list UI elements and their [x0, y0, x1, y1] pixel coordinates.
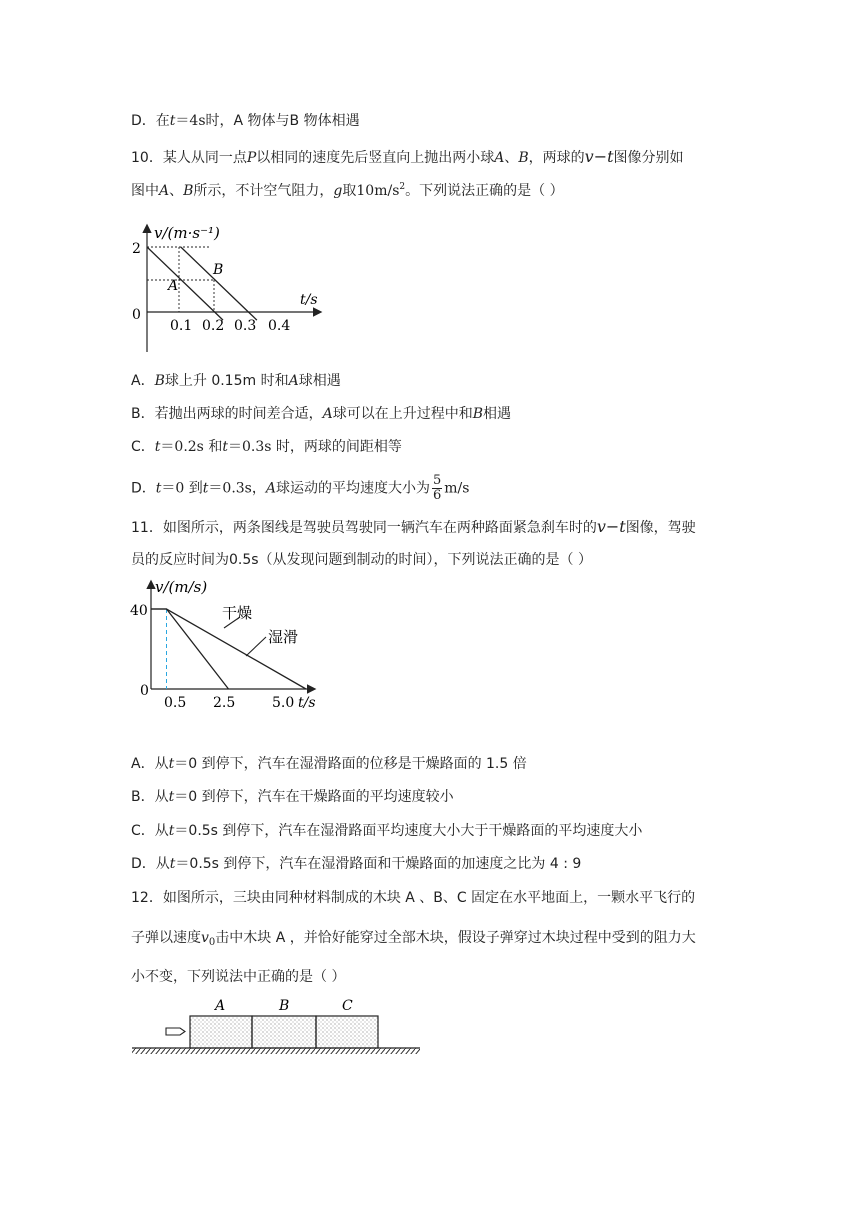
series-dry-label: 干燥 — [222, 604, 253, 622]
block-b — [252, 1016, 316, 1048]
text: ，两球的 — [528, 150, 585, 166]
q11-option-d[interactable] — [131, 854, 581, 874]
var-v: v — [201, 930, 209, 946]
y-tick-40: 40 — [130, 603, 148, 619]
text: 相遇 — [483, 406, 512, 422]
y-tick-0: 0 — [140, 683, 149, 699]
var-p: P — [246, 150, 257, 166]
q12-stem-line3 — [131, 967, 345, 987]
value: ＝4s — [175, 113, 206, 129]
var-a: A — [322, 406, 333, 422]
q12-blocks-figure — [130, 995, 424, 1057]
q10-option-c[interactable] — [131, 437, 402, 457]
x-tick-0.1: 0.1 — [170, 318, 193, 334]
x-tick-2.5: 2.5 — [213, 695, 236, 711]
var-b: B — [472, 406, 484, 422]
var-t: t — [169, 856, 176, 872]
var-g: g — [333, 183, 343, 199]
text: ＝0 到停下，汽车在干燥路面的平均速度较小 — [174, 789, 454, 805]
x-tick-0.4: 0.4 — [268, 318, 291, 334]
text: 10．某人从同一点 — [131, 150, 247, 166]
text: A． — [131, 373, 155, 389]
x-axis-label: t/s — [298, 695, 316, 711]
text: ＝0.5s 到停下，汽车在湿滑路面和干燥路面的加速度之比为 4 : 9 — [175, 856, 582, 872]
text: 、 — [169, 183, 184, 199]
text: 击中木块 A ，并恰好能穿过全部木块，假设子弹穿过木块过程中受到的阻力大 — [215, 930, 696, 946]
var-t: t — [222, 439, 228, 455]
q10-stem-line1 — [131, 147, 684, 168]
text: 取10m/s — [342, 183, 400, 199]
text: ＝0.5s 到停下，汽车在湿滑路面平均速度大小大于干燥路面的平均速度大小 — [174, 823, 643, 839]
text: 图像分别如 — [613, 150, 684, 166]
y-axis-label: v/(m·s⁻¹) — [154, 224, 220, 242]
x-tick-0.5: 0.5 — [164, 695, 187, 711]
q11-vt-chart — [128, 578, 328, 712]
q12-stem-line1 — [131, 888, 695, 908]
q11-option-a[interactable] — [131, 754, 527, 774]
series-a-label: A — [168, 278, 179, 294]
text: ＝0.3s， — [208, 480, 266, 497]
text: D．从 — [131, 856, 170, 872]
text: ＝0 到停下，汽车在湿滑路面的位移是干燥路面的 1.5 倍 — [174, 756, 527, 772]
text: 图中 — [131, 183, 159, 199]
bullet-icon — [166, 1028, 185, 1035]
y-tick-0: 0 — [132, 307, 141, 323]
q10-stem-line2 — [131, 181, 564, 201]
text: 以相同的速度先后竖直向上抛出两小球 — [256, 150, 495, 166]
fraction — [432, 474, 442, 503]
q10-option-d[interactable] — [131, 474, 469, 503]
block-c-label: C — [342, 998, 353, 1014]
numerator: 5 — [433, 473, 442, 488]
text: 图像，驾驶 — [625, 520, 696, 536]
var-t: t — [168, 823, 175, 839]
text: B．若抛出两球的时间差合适， — [131, 406, 323, 422]
var-vt: v−t — [596, 517, 626, 536]
text: D．在 — [131, 113, 170, 129]
text: 员的反应时间为0.5s（从发现问题到制动的时间），下列说法正确的是（ ） — [131, 552, 593, 568]
block-a-label: A — [215, 998, 226, 1014]
text: 、 — [504, 150, 519, 166]
q12-stem-line2 — [131, 928, 696, 948]
series-b-line — [181, 247, 257, 320]
block-a — [190, 1016, 252, 1048]
var-t: t — [169, 113, 176, 129]
x-tick-0.3: 0.3 — [234, 318, 257, 334]
text: 。下列说法正确的是（ ） — [405, 183, 564, 199]
series-a-line — [147, 247, 223, 320]
q9-option-d — [131, 111, 360, 131]
text: 子弹以速度 — [131, 930, 201, 946]
text: ＝0.2s 和 — [160, 439, 223, 455]
q10-option-a[interactable] — [131, 371, 341, 391]
exponent: 2 — [399, 182, 406, 192]
q10-option-b[interactable] — [131, 404, 511, 424]
text: B．从 — [131, 789, 169, 805]
q11-option-c[interactable] — [131, 821, 642, 841]
var-t: t — [202, 480, 209, 497]
text: 12．如图所示，三块由同种材料制成的木块 A 、B、C 固定在水平地面上，一颗水平飞行的 — [131, 890, 696, 906]
block-c — [316, 1016, 378, 1048]
text: 球运动的平均速度大小为 — [276, 480, 430, 497]
q11-option-b[interactable] — [131, 787, 454, 807]
var-t: t — [154, 439, 161, 455]
q10-vt-chart — [128, 218, 328, 354]
x-tick-5.0: 5.0 — [272, 695, 295, 711]
text: 球相遇 — [298, 373, 341, 389]
series-b-label: B — [213, 262, 224, 278]
text: D． — [131, 480, 156, 497]
text: C．从 — [131, 823, 169, 839]
x-tick-0.2: 0.2 — [202, 318, 225, 334]
var-b: B — [183, 183, 194, 199]
var-t: t — [155, 480, 162, 497]
text: C． — [131, 439, 155, 455]
text: A．从 — [131, 756, 169, 772]
var-a: A — [159, 183, 170, 199]
unit: m/s — [444, 480, 470, 497]
var-a: A — [265, 480, 276, 497]
text: 球可以在上升过程中和 — [332, 406, 473, 422]
text: 球上升 0.15m 时和 — [164, 373, 289, 389]
var-a: A — [288, 373, 299, 389]
var-t: t — [168, 756, 175, 772]
series-wet-label: 湿滑 — [268, 628, 299, 646]
var-vt: v−t — [584, 147, 614, 166]
x-axis-label: t/s — [300, 292, 318, 308]
y-tick-2: 2 — [132, 241, 141, 257]
text: 时，A 物体与B 物体相遇 — [205, 113, 360, 129]
text: 所示，不计空气阻力， — [193, 183, 334, 199]
var-a: A — [494, 150, 505, 166]
block-b-label: B — [279, 998, 290, 1014]
series-dry-line — [151, 609, 229, 689]
ground-hatch — [132, 1048, 420, 1054]
wet-leader-line — [246, 637, 266, 656]
var-t: t — [168, 789, 175, 805]
text: ＝0 到 — [161, 480, 203, 497]
var-b: B — [154, 373, 165, 389]
text: ＝0.3s 时，两球的间距相等 — [227, 439, 402, 455]
q11-stem-line2 — [131, 550, 592, 570]
text: 小不变，下列说法中正确的是（ ） — [131, 969, 346, 985]
y-axis-label: v/(m/s) — [155, 578, 208, 596]
q11-stem-line1 — [131, 517, 696, 538]
denominator: 6 — [433, 488, 442, 503]
var-b: B — [518, 150, 529, 166]
text: 11．如图所示，两条图线是驾驶员驾驶同一辆汽车在两种路面紧急刹车时的 — [131, 520, 597, 536]
subscript: 0 — [208, 937, 216, 948]
